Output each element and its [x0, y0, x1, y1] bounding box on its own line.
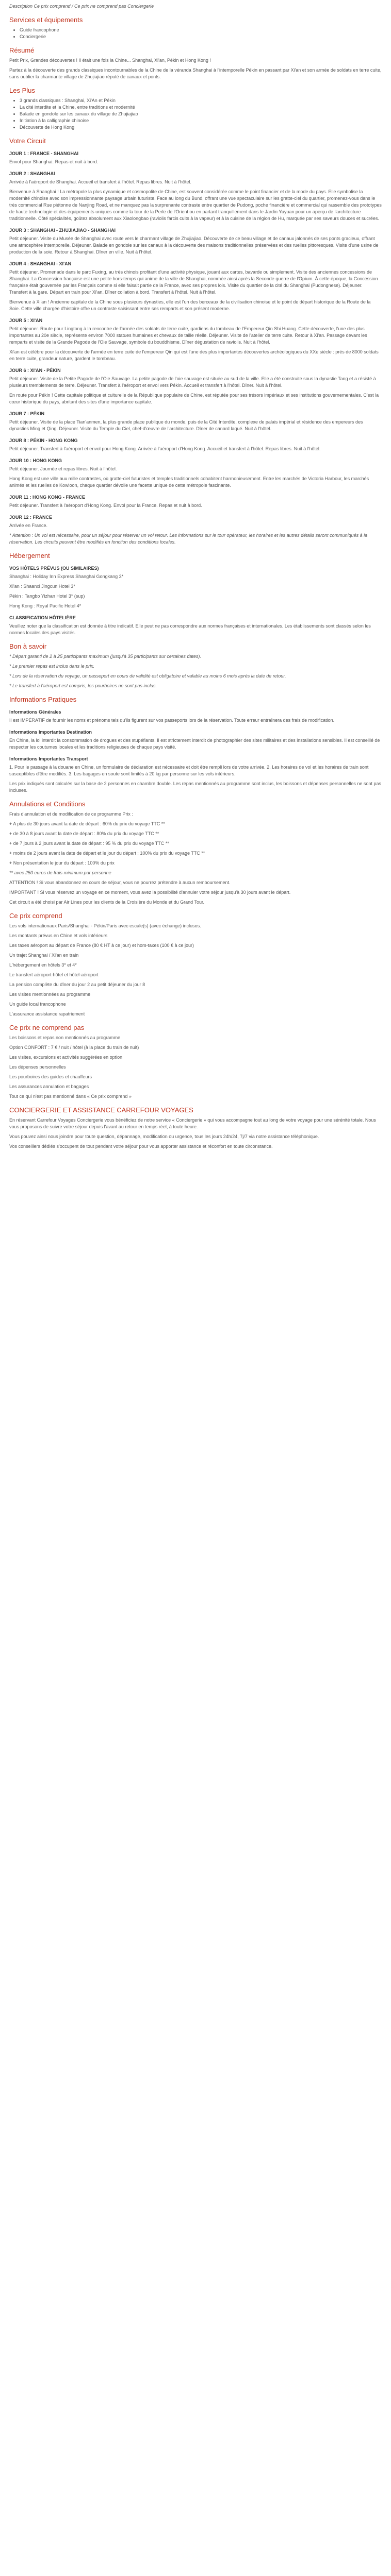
list-item: Tout ce qui n'est pas mentionné dans « Ce prix comprend » — [9, 1094, 132, 1099]
infos-destination-heading: Informations Importantes Destination — [9, 730, 92, 735]
bon-a-savoir-item: * Lors de la réservation du voyage, un passeport en cours de validité est obligatoire et valable au moins 6 mois après la date de retour. — [9, 673, 286, 679]
list-item: Option CONFORT : 7 € / nuit / hôtel (à la place du train de nuit) — [9, 1045, 139, 1050]
bon-a-savoir-item: * Le transfert à l'aéroport est compris, les pourboires ne sont pas inclus. — [9, 683, 157, 688]
product-description-page — [0, 0, 391, 1163]
resume-title: Résumé — [9, 46, 35, 54]
list-item: Un guide local francophone — [9, 1002, 66, 1007]
classification-heading: CLASSIFICATION HÔTELIÈRE — [9, 615, 76, 620]
day-heading: JOUR 3 : SHANGHAI - ZHUJIAJIAO - SHANGHAI — [9, 228, 116, 233]
comprend-list — [9, 923, 382, 1018]
list-item: L'assurance assistance rapatriement — [9, 1011, 85, 1016]
itinerary — [9, 150, 382, 529]
list-item: L'hébergement en hôtels 3* et 4* — [9, 962, 77, 968]
day-text: Petit déjeuner. Visite du Musée de Shanghai avec route vers le charmant village de Zhujiajiao. Découverte de ce beau village et de canaux jalonnés de ses ponts gracieux, offrant une atmosphère intemporelle. Déjeuner. Balade en gondole sur les canaux à la découverte des maisons traditionnelles préservées et des ruelles pittoresques. Visite d'une usine de production de la soie. Retour à Shanghai. Dîner en ville. Nuit à l'hôtel. — [9, 236, 379, 255]
day-text: Bienvenue à Shanghai ! La métropole la plus dynamique et cosmopolite de Chine, est souvent considérée comme le point financier et de la mode du pays. Elle symbolise la modernité chinoise avec son impressionnante paysage urbain futuriste. Face au long du Bund, offrant une vue spectaculaire sur les gratte-ciel du quartier, promenez-vous dans le très commercial Rue piétonne de Nanjing Road, et ne manquez pas la surprenante contraste entre quartier de Pudong, poche financière et commercial qui rassemble des prototypes de haute technologie et des équipements uniques comme la tour de la Perle de l'Orient ou en partant tranquillement dans le Jardin Yuyuan pour un aperçu de l'architecture traditionnelle. Côté spécialités, goûtez absolument aux Xiaolongbao (raviolis farcis cuits à la vapeur) et à la cuisine de la région de Hu, marquée par ses saveurs douces et sucrées. — [9, 189, 382, 221]
day-text: Bienvenue à Xi'an ! Ancienne capitale de la Chine sous plusieurs dynasties, elle est l'un des berceaux de la civilisation chinoise et le point de départ historique de la Route de la Soie. Cette ville chargée d'histoire offre un contraste saisissant entre ses remparts et son présent moderne. — [9, 299, 371, 311]
hebergement-title: Hébergement — [9, 552, 50, 560]
infos-title: Informations Pratiques — [9, 696, 77, 703]
list-item: • Guide francophone — [20, 27, 382, 33]
day-heading: JOUR 10 : HONG KONG — [9, 458, 62, 463]
services-title: Services et équipements — [9, 16, 83, 24]
day-text: Petit déjeuner. Transfert à l'aéroport et envol pour Hong Kong. Arrivée à l'aéroport d'Hong Kong. Accueil et transfert à l'hôtel. Repas libres. Nuit à l'hôtel. — [9, 446, 321, 451]
annulation-item: + de 30 à 8 jours avant la date de départ : 80% du prix du voyage TTC ** — [9, 831, 159, 836]
day-heading: JOUR 2 : SHANGHAI — [9, 171, 55, 176]
day-text: Envol pour Shanghai. Repas et nuit à bord. — [9, 159, 99, 164]
annulation-item: + moins de 2 jours avant la date de départ et le jour du départ : 100% du prix du voyage TTC ** — [9, 851, 205, 856]
plus-title: Les Plus — [9, 87, 35, 94]
infos-general-text: Il est IMPÉRATIF de fournir les noms et prénoms tels qu'ils figurent sur vos passeports lors de la réservation. Toute erreur entraînera des frais de modification. — [9, 718, 335, 723]
hotel-line: Pékin : Tangbo Yizhan Hotel 3* (sup) — [9, 594, 85, 599]
list-item: • La cité interdite et la Chine, entre traditions et modernité — [20, 104, 382, 111]
list-item: Les visites, excursions et activités suggérées en option — [9, 1055, 123, 1060]
day-text: Hong Kong est une ville aux mille contrastes, où gratte-ciel futuristes et temples traditionnels cohabitent harmonieusement. Entre les marchés de Victoria Harbour, les marchés animés et les ruelles de Kowloon, chaque quartier dévoile une facette unique de cette métropole fascinante. — [9, 476, 369, 488]
day-heading: JOUR 1 : FRANCE - SHANGHAI — [9, 151, 79, 156]
intro-line: Description Ce prix comprend / Ce prix ne comprend pas Conciergerie — [9, 4, 154, 9]
infos-extra-text: Les prix indiqués sont calculés sur la base de 2 personnes en chambre double. Les repas mentionnés au programme sont inclus, les boissons et dépenses personnelles ne sont pas incluses. — [9, 781, 381, 793]
list-item: Un trajet Shanghai / Xi'an en train — [9, 953, 79, 958]
services-list — [9, 27, 382, 40]
annulation-intro: Frais d'annulation et de modification de ce programme Prix : — [9, 811, 133, 817]
resume-paragraph: Petit Prix, Grandes découvertes ! Il était une fois la Chine... Shanghai, Xi'an, Pékin et Hong Kong ! — [9, 58, 211, 63]
list-item: Les taxes aéroport au départ de France (80 € HT à ce jour) et hors-taxes (100 € à ce jour) — [9, 943, 194, 948]
resume-paragraph: Partez à la découverte des grands classiques incontournables de la Chine de la véranda Shanghai à l'intemporelle Pékin en passant par Xi'an et son armée de soldats en terre cuite, sans oublier la charmante village de Zhujiajiao réputé de canaux et ponts. — [9, 67, 382, 79]
day-heading: JOUR 5 : XI'AN — [9, 318, 43, 323]
day-text: En route pour Pékin ! Cette capitale politique et culturelle de la République populaire de Chine, est réputée pour ses trésors impériaux et ses institutions gouvernementales. C'est la cœur historique du pays, abritant des sites d'une importance capitale. — [9, 393, 379, 404]
day-text: Petit déjeuner. Visite de la place Tian'anmen, la plus grande place publique du monde, puis de la Cité Interdite, complexe de palais impérial et résidence des empereurs des dynasties Ming et Qing. Déjeuner. Visite du Temple du Ciel, chef-d'œuvre de l'architecture. Dîner de canard laqué. Nuit à l'hôtel. — [9, 419, 363, 431]
conciergerie-text: Vos conseillers dédiés s'occupent de tout pendant votre séjour pour vous apporter assistance et réconfort en toute circonstance. — [9, 1144, 273, 1149]
day-heading: JOUR 12 : FRANCE — [9, 515, 53, 520]
day-text: Xi'an est célèbre pour la découverte de l'armée en terre cuite de l'empereur Qin qui est l'une des plus importantes découvertes archéologiques du XXe siècle : près de 8000 soldats en terre cuite, grandeur nature, gardent le tombeau. — [9, 349, 379, 361]
list-item: Les dépenses personnelles — [9, 1064, 66, 1070]
comprend-title: Ce prix comprend — [9, 912, 62, 920]
day-heading: JOUR 8 : PÉKIN - HONG KONG — [9, 438, 78, 443]
day-heading: JOUR 4 : SHANGHAI - XI'AN — [9, 261, 72, 266]
list-item: • Découverte de Hong Kong — [20, 124, 382, 131]
hotels-heading: VOS HÔTELS PRÉVUS (OU SIMILAIRES) — [9, 566, 99, 571]
day-text: Arrivée en France. — [9, 523, 48, 528]
bon-a-savoir-title: Bon à savoir — [9, 642, 47, 650]
annulation-note: ATTENTION ! Si vous abandonnez en cours de séjour, vous ne pourrez prétendre à aucun remboursement. — [9, 880, 231, 885]
list-item: • 3 grands classiques : Shanghai, Xi'An et Pékin — [20, 97, 382, 104]
attention-note: * Attention : Un vol est nécessaire, pour un séjour pour réserver un vol retour. Les informations sur le tour opérateur, les horaires et les autres détails seront communiqués à la réservation. Les circuits peuvent être modifiés en fonction des conditions locales. — [9, 533, 368, 545]
annulation-item: + A plus de 30 jours avant la date de départ : 60% du prix du voyage TTC ** — [9, 821, 165, 826]
list-item: • Initiation à la calligraphie chinoise — [20, 117, 382, 124]
classification-text: Veuillez noter que la classification est donnée à titre indicatif. Elle peut ne pas correspondre aux normes françaises et internationales. Les établissements sont classés selon les normes locales des pays visités. — [9, 623, 371, 635]
hotel-line: Shanghai : Holiday Inn Express Shanghai Gongkang 3* — [9, 574, 124, 579]
annulation-title: Annulations et Conditions — [9, 800, 86, 808]
annulation-note: IMPORTANT ! Si vous réservez un voyage en ce moment, vous avez la possibilité d'annuler votre séjour jusqu'à 30 jours avant le départ. — [9, 890, 291, 895]
annulation-item: + de 7 jours à 2 jours avant la date de départ : 95 % du prix du voyage TTC ** — [9, 841, 169, 846]
infos-transport-heading: Informations Importantes Transport — [9, 756, 88, 761]
conciergerie-text: En réservant Carrefour Voyages Conciergerie vous bénéficiez de notre service « Conciergerie » qui vous accompagne tout au long de votre voyage pour une sérénité totale. Nous vous proposons de suivre votre séjour depuis l'avant au retour en temps réel, à toute heure. — [9, 1117, 376, 1129]
plus-list — [9, 97, 382, 131]
bon-a-savoir-item: * Départ garanti de 2 à 25 participants maximum (jusqu'à 35 participants sur certaines dates). — [9, 654, 201, 659]
annulation-note: Cet circuit a été choisi par Air Lines pour les clients de la Croisière du Monde et du Grand Tour. — [9, 900, 205, 905]
list-item: Les montants prévus en Chine et vols intérieurs — [9, 933, 108, 938]
annulation-item: + Non présentation le jour du départ : 100% du prix — [9, 860, 115, 866]
circuit-title: Votre Circuit — [9, 137, 46, 145]
infos-destination-text: En Chine, la loi interdit la consommation de drogues et des stupéfiants. Il est strictement interdit de photographier des sites militaires et des installations sensibles. Il est conseillé de respecter les coutumes locales et les traditions religieuses de chaque pays visité. — [9, 738, 380, 750]
day-heading: JOUR 6 : XI'AN - PÉKIN — [9, 368, 61, 373]
bon-a-savoir-item: * Le premier repas est inclus dans le prix. — [9, 664, 95, 669]
list-item: Les boissons et repas non mentionnés au programme — [9, 1035, 121, 1040]
list-item: Les pourboires des guides et chauffeurs — [9, 1074, 92, 1079]
list-item: • Balade en gondole sur les canaux du village de Zhujiajiao — [20, 111, 382, 117]
list-item: Les visites mentionnées au programme — [9, 992, 91, 997]
comprend-pas-list — [9, 1035, 382, 1100]
list-item: La pension complète du dîner du jour 2 au petit déjeuner du jour 8 — [9, 982, 145, 987]
day-heading: JOUR 11 : HONG KONG - FRANCE — [9, 495, 86, 500]
day-text: Petit déjeuner. Promenade dans le parc Fuxing, au très chinois profitant d'une activité physique, jouant aux cartes, bavarde ou simplement. Visite des anciennes concessions de Shanghai. La Concession française est une petite hors-temps qui anime de la ville de Shanghai, nommée ainsi après la Seconde guerre de l'Opium. À cette époque, la Concession française était gouvernée par les Français comme si elle faisait partie de la France, avec ses propres lois. Visite du quartier de la cité du Shanghai (Pudongnese). Déjeuner. Transfert à la gare. Départ en train pour Xi'an. Dîner collation à bord. Transfert à l'hôtel. Nuit à l'hôtel. — [9, 269, 378, 295]
day-heading: JOUR 7 : PÉKIN — [9, 411, 45, 416]
day-text: Petit déjeuner. Route pour Lingtong à la rencontre de l'armée des soldats de terre cuite, gardiens du tombeau de l'Empereur Qin Shi Huang. Cette découverte, l'une des plus importantes au 20e siècle, représente environ 7000 statues humaines et chevaux de taille réelle. Déjeuner. Visite de l'atelier de terre cuite. Retour à Xi'an. Passage devant les remparts et visite de la Grande Pagode de l'Oie Sauvage, symbole du bouddhisme. Dîner dégustation de raviolis. Nuit à l'hôtel. — [9, 326, 367, 345]
hotel-line: Xi'an : Shaanxi Jingcun Hotel 3* — [9, 584, 75, 589]
hotel-line: Hong Kong : Royal Pacific Hotel 4* — [9, 603, 82, 608]
list-item: Les assurances annulation et bagages — [9, 1084, 89, 1089]
list-item: Les vols internationaux Paris/Shanghai - Pékin/Paris avec escale(s) (avec échange) inclusos. — [9, 923, 201, 928]
day-text: Arrivée à l'aéroport de Shanghai. Accueil et transfert à l'hôtel. Repas libres. Nuit à l'hôtel. — [9, 179, 191, 184]
day-text: Petit déjeuner. Transfert à l'aéroport d'Hong Kong. Envol pour la France. Repas et nuit à bord. — [9, 503, 202, 508]
comprend-pas-title: Ce prix ne comprend pas — [9, 1024, 85, 1031]
list-item: • Conciergerie — [20, 33, 382, 40]
day-text: Petit déjeuner. Journée et repas libres. Nuit à l'hôtel. — [9, 466, 117, 471]
list-item: Le transfert aéroport-hôtel et hôtel-aéroport — [9, 972, 99, 977]
infos-general-heading: Informations Générales — [9, 709, 61, 715]
annulation-item: ** avec 250 euros de frais minimum par personne — [9, 870, 111, 875]
infos-transport-text: 1. Pour le passage à la douane en Chine, un formulaire de déclaration est nécessaire et doit être rempli lors de votre arrivée. 2. Les horaires de vol et les horaires de train sont susceptibles d'être modifiés. 3. Les bagages en soute sont limités à 20 kg par personne sur les vols intérieurs. — [9, 765, 369, 776]
conciergerie-text: Vous pouvez ainsi nous joindre pour toute question, dépannage, modification ou urgence, tous les jours 24h/24, 7j/7 via notre assistance téléphonique. — [9, 1134, 319, 1139]
day-text: Petit déjeuner. Visite de la Petite Pagode de l'Oie Sauvage. La petite pagode de l'oie sauvage est située au sud de la ville. Elle a été construite sous la dynastie Tang et a résisté à plusieurs tremblements de terre. Déjeuner. Transfert à l'aéroport et envol vers Pékin. Accueil et transfert à l'hôtel. Dîner. Nuit à l'hôtel. — [9, 376, 376, 388]
conciergerie-title: CONCIERGERIE ET ASSISTANCE CARREFOUR VOYAGES — [9, 1106, 193, 1114]
